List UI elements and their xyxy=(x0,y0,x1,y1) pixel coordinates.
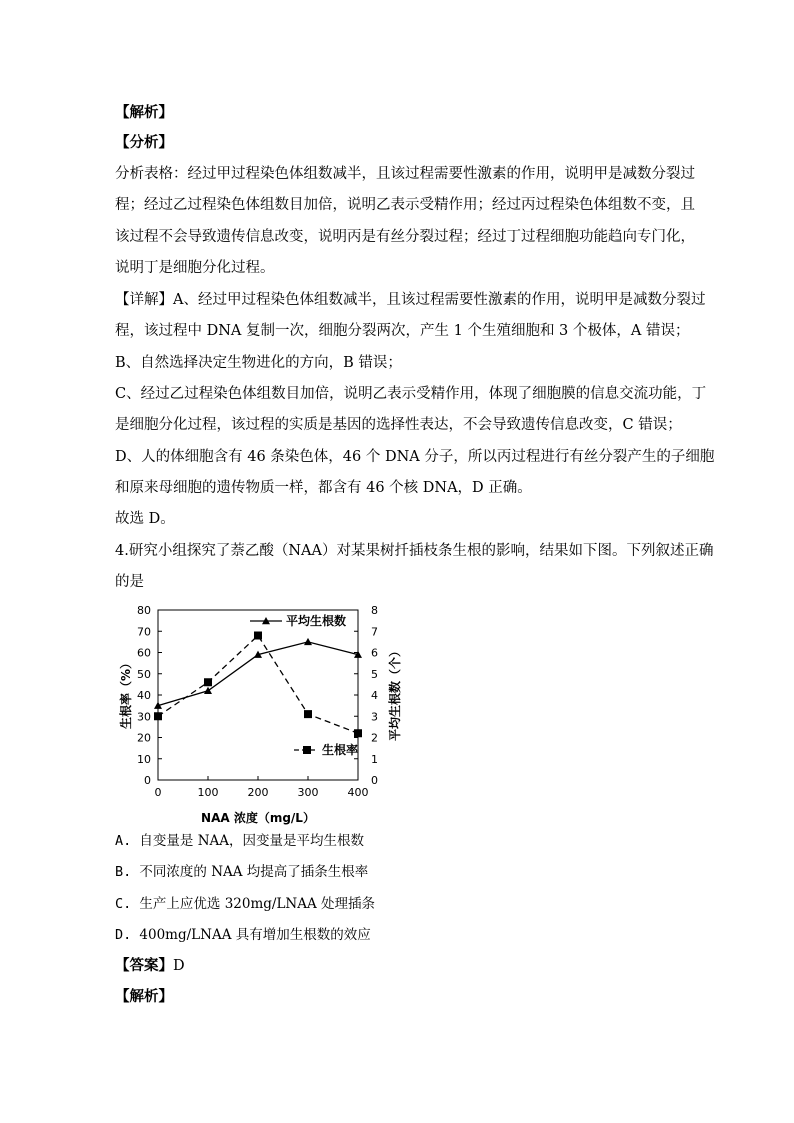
right-tick-label: 8 xyxy=(371,604,378,617)
left-tick-label: 40 xyxy=(137,689,151,702)
series-line-rooting-rate xyxy=(158,636,358,734)
detail-line: B、自然选择决定生物进化的方向，B 错误； xyxy=(115,355,402,371)
right-tick-label: 5 xyxy=(371,667,378,681)
right-tick-label: 2 xyxy=(371,731,378,745)
x-tick-label: 400 xyxy=(347,786,369,799)
analysis-line: 说明丁是细胞分化过程。 xyxy=(115,260,275,276)
detail-line: 【详解】A、经过甲过程染色体组数减半，且该过程需要性激素的作用，说明甲是减数分裂过 xyxy=(115,292,706,308)
naa-chart xyxy=(110,598,402,830)
question-stem: 4.研究小组探究了萘乙酸（NAA）对某果树扦插枝条生根的影响，结果如下图。下列叙述正确 xyxy=(115,543,714,559)
option-c: C. 生产上应优选 320mg/LNAA 处理插条 xyxy=(115,896,376,912)
option-d: D. 400mg/LNAA 具有增加生根数的效应 xyxy=(115,927,371,943)
right-tick-label: 0 xyxy=(371,774,378,787)
right-tick-label: 1 xyxy=(371,752,378,766)
left-tick-label: 20 xyxy=(137,731,151,745)
rooting-rate-point xyxy=(304,710,312,718)
left-tick-label: 60 xyxy=(137,646,151,660)
analysis-line: 程；经过乙过程染色体组数目加倍，说明乙表示受精作用；经过丙过程染色体组数不变，且 xyxy=(115,197,695,213)
left-tick-label: 70 xyxy=(137,625,151,639)
detail-line: 是细胞分化过程，该过程的实质是基因的选择性表达，不会导致遗传信息改变，C 错误； xyxy=(115,417,682,433)
jiexi-tag-2: 【解析】 xyxy=(115,988,173,1005)
right-tick-label: 6 xyxy=(371,646,378,660)
rooting-rate-point xyxy=(354,729,362,737)
x-axis-label: NAA 浓度（mg/L） xyxy=(201,811,315,825)
analysis-line: 该过程不会导致遗传信息改变，说明丙是有丝分裂过程；经过丁过程细胞功能趋向专门化， xyxy=(115,229,695,245)
left-tick-label: 10 xyxy=(137,752,151,766)
question-stem: 的是 xyxy=(115,574,144,590)
analysis-line: 分析表格：经过甲过程染色体组数减半，且该过程需要性激素的作用，说明甲是减数分裂过 xyxy=(115,166,695,182)
fenxi-tag: 【分析】 xyxy=(115,134,173,151)
jiexi-tag: 【解析】 xyxy=(115,104,173,121)
right-tick-label: 4 xyxy=(371,689,378,702)
detail-line: 和原来母细胞的遗传物质一样，都含有 46 个核 DNA，D 正确。 xyxy=(115,480,532,496)
answer-value: D xyxy=(173,958,185,974)
avg-root-count-point xyxy=(204,687,212,694)
detail-line: C、经过乙过程染色体组数目加倍，说明乙表示受精作用，体现了细胞膜的信息交流功能，丁 xyxy=(115,386,707,402)
avg-root-count-point xyxy=(304,638,312,645)
legends xyxy=(250,613,358,757)
series-lines xyxy=(158,636,358,734)
rooting-rate-point xyxy=(204,678,212,686)
answer-line xyxy=(115,956,185,976)
y-axis-label-right: 平均生根数（个） xyxy=(388,644,402,742)
detail-line: 故选 D。 xyxy=(115,511,175,527)
right-tick-label: 7 xyxy=(371,625,378,639)
rooting-rate-point xyxy=(154,712,162,720)
right-tick-label: 3 xyxy=(371,710,378,724)
left-tick-label: 30 xyxy=(137,710,151,724)
option-b: B. 不同浓度的 NAA 均提高了插条生根率 xyxy=(115,864,369,880)
x-tick-label: 0 xyxy=(154,786,162,799)
option-a: A. 自变量是 NAA，因变量是平均生根数 xyxy=(115,833,365,849)
legend-marker-rooting-rate xyxy=(303,746,311,754)
rooting-rate-point xyxy=(254,632,262,640)
left-tick-label: 0 xyxy=(144,774,151,787)
left-tick-label: 80 xyxy=(137,604,151,617)
y-axis-label-left: 生根率（%） xyxy=(119,656,133,730)
answer-label: 【答案】 xyxy=(115,957,173,974)
legend-label-avg-root-count: 平均生根数 xyxy=(286,614,347,628)
left-tick-label: 50 xyxy=(137,667,151,681)
detail-line: D、人的体细胞含有 46 条染色体，46 个 DNA 分子，所以丙过程进行有丝分裂产生的子细胞 xyxy=(115,449,715,465)
detail-line: 程，该过程中 DNA 复制一次，细胞分裂两次，产生 1 个生殖细胞和 3 个极体，A 错误； xyxy=(115,323,690,339)
x-tick-label: 200 xyxy=(247,786,269,799)
x-tick-label: 100 xyxy=(197,786,219,799)
x-tick-label: 300 xyxy=(297,786,319,799)
legend-label-rooting-rate: 生根率 xyxy=(322,743,359,757)
x-axis-ticks xyxy=(155,776,369,799)
